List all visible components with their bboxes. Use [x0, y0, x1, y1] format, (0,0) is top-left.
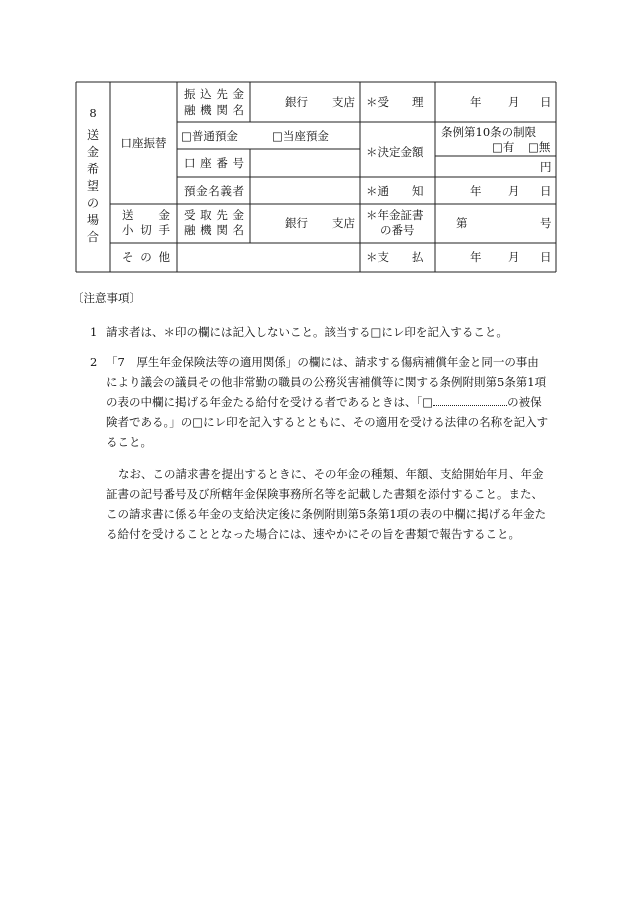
remit-label-1: 送 金 — [122, 208, 170, 222]
section-number: 8 — [89, 106, 97, 120]
section-title-char: 金 — [86, 145, 99, 159]
section-title-char: 希 — [86, 162, 99, 176]
number-suffix: 号 — [540, 216, 552, 230]
received-label: ＊受 理 — [366, 95, 424, 109]
note-2-line: 険者である。」の□にレ印を記入するとともに、その適用を受ける法律の名称を記入す — [106, 415, 549, 429]
account-holder-label: 預金名義者 — [184, 184, 244, 198]
payment-month: 月 — [508, 250, 520, 264]
notice-label: ＊通 知 — [366, 184, 424, 198]
decided-amount-label: ＊決定金額 — [366, 145, 424, 159]
section-title-char: 望 — [86, 179, 99, 193]
recv-bank-suffix: 銀行 — [285, 216, 308, 230]
remit-label-2: 小切手 — [122, 223, 170, 237]
branch-suffix: 支店 — [332, 95, 355, 109]
notice-month: 月 — [508, 184, 520, 198]
supplement-line: る給付を受けることとなった場合には、速やかにその旨を書類で報告すること。 — [106, 527, 520, 541]
notice-day: 日 — [540, 184, 552, 198]
received-month: 月 — [508, 95, 520, 109]
note-2-line3-start: の表の中欄に掲げる年金たる給付を受ける者であるときは、「□ — [106, 395, 434, 409]
supplement-line: なお、この請求書を提出するときに、その年金の種類、年額、支給開始年月、年金 — [118, 467, 544, 481]
restriction-yes-checkbox[interactable]: □有 — [492, 140, 515, 154]
number-prefix: 第 — [456, 216, 468, 230]
restriction-label: 条例第10条の制限 — [441, 125, 537, 139]
pension-cert-label-2: の番号 — [380, 223, 415, 237]
note-1-number: 1 — [90, 325, 98, 339]
note-2-number: 2 — [90, 355, 98, 369]
note-2-line: により議会の議員その他非常勤の職員の公務災害補償等に関する条例附則第5条第1項 — [106, 375, 547, 389]
notes-heading: 〔注意事項〕 — [72, 291, 141, 305]
note-1-text: 請求者は、＊印の欄には記入しないこと。該当する□にレ印を記入すること。 — [106, 325, 508, 339]
recv-branch-suffix: 支店 — [332, 216, 355, 230]
payment-year: 年 — [470, 250, 482, 264]
note-2-line — [106, 392, 542, 412]
section-title-char: 場 — [86, 213, 99, 227]
current-deposit-checkbox[interactable]: □当座預金 — [272, 129, 329, 143]
account-number-label: 口座番号 — [184, 156, 244, 170]
note-2-line: 「7 厚生年金保険法等の適用関係」の欄には、請求する傷病補償年金と同一の事由 — [106, 355, 539, 369]
section-title — [83, 127, 103, 246]
restriction-no-checkbox[interactable]: □無 — [528, 140, 551, 154]
pension-cert-label-1: ＊年金証書 — [366, 208, 424, 222]
section-title-char: 合 — [86, 230, 99, 244]
notice-year: 年 — [470, 184, 482, 198]
note-2-line3-end: の被保 — [507, 395, 542, 409]
supplement-line: この請求書に係る年金の支給決定後に条例附則第5条第1項の表の中欄に掲げる年金た — [106, 507, 547, 521]
recv-bank-label-1: 受取先金 — [184, 208, 244, 222]
transfer-label: 口座振替 — [120, 136, 167, 150]
recv-bank-label-2: 融機関名 — [184, 223, 244, 237]
note-2-line: ること。 — [106, 435, 152, 449]
payment-label: ＊支 払 — [366, 250, 424, 264]
received-day: 日 — [540, 95, 552, 109]
payment-day: 日 — [540, 250, 552, 264]
yen-unit: 円 — [540, 160, 552, 174]
ordinary-deposit-checkbox[interactable]: □普通預金 — [181, 129, 238, 143]
section-title-char: の — [86, 196, 99, 210]
dest-bank-label-2: 融機関名 — [184, 103, 244, 117]
bank-suffix: 銀行 — [285, 95, 308, 109]
supplement-line: 証書の記号番号及び所轄年金保険事務所名等を記載した書類を添付すること。また、 — [106, 487, 543, 501]
received-year: 年 — [470, 95, 482, 109]
dest-bank-label-1: 振込先金 — [184, 87, 244, 101]
other-label: その他 — [122, 250, 170, 264]
section-title-char: 送 — [86, 128, 99, 142]
dotted-blank — [433, 396, 507, 406]
